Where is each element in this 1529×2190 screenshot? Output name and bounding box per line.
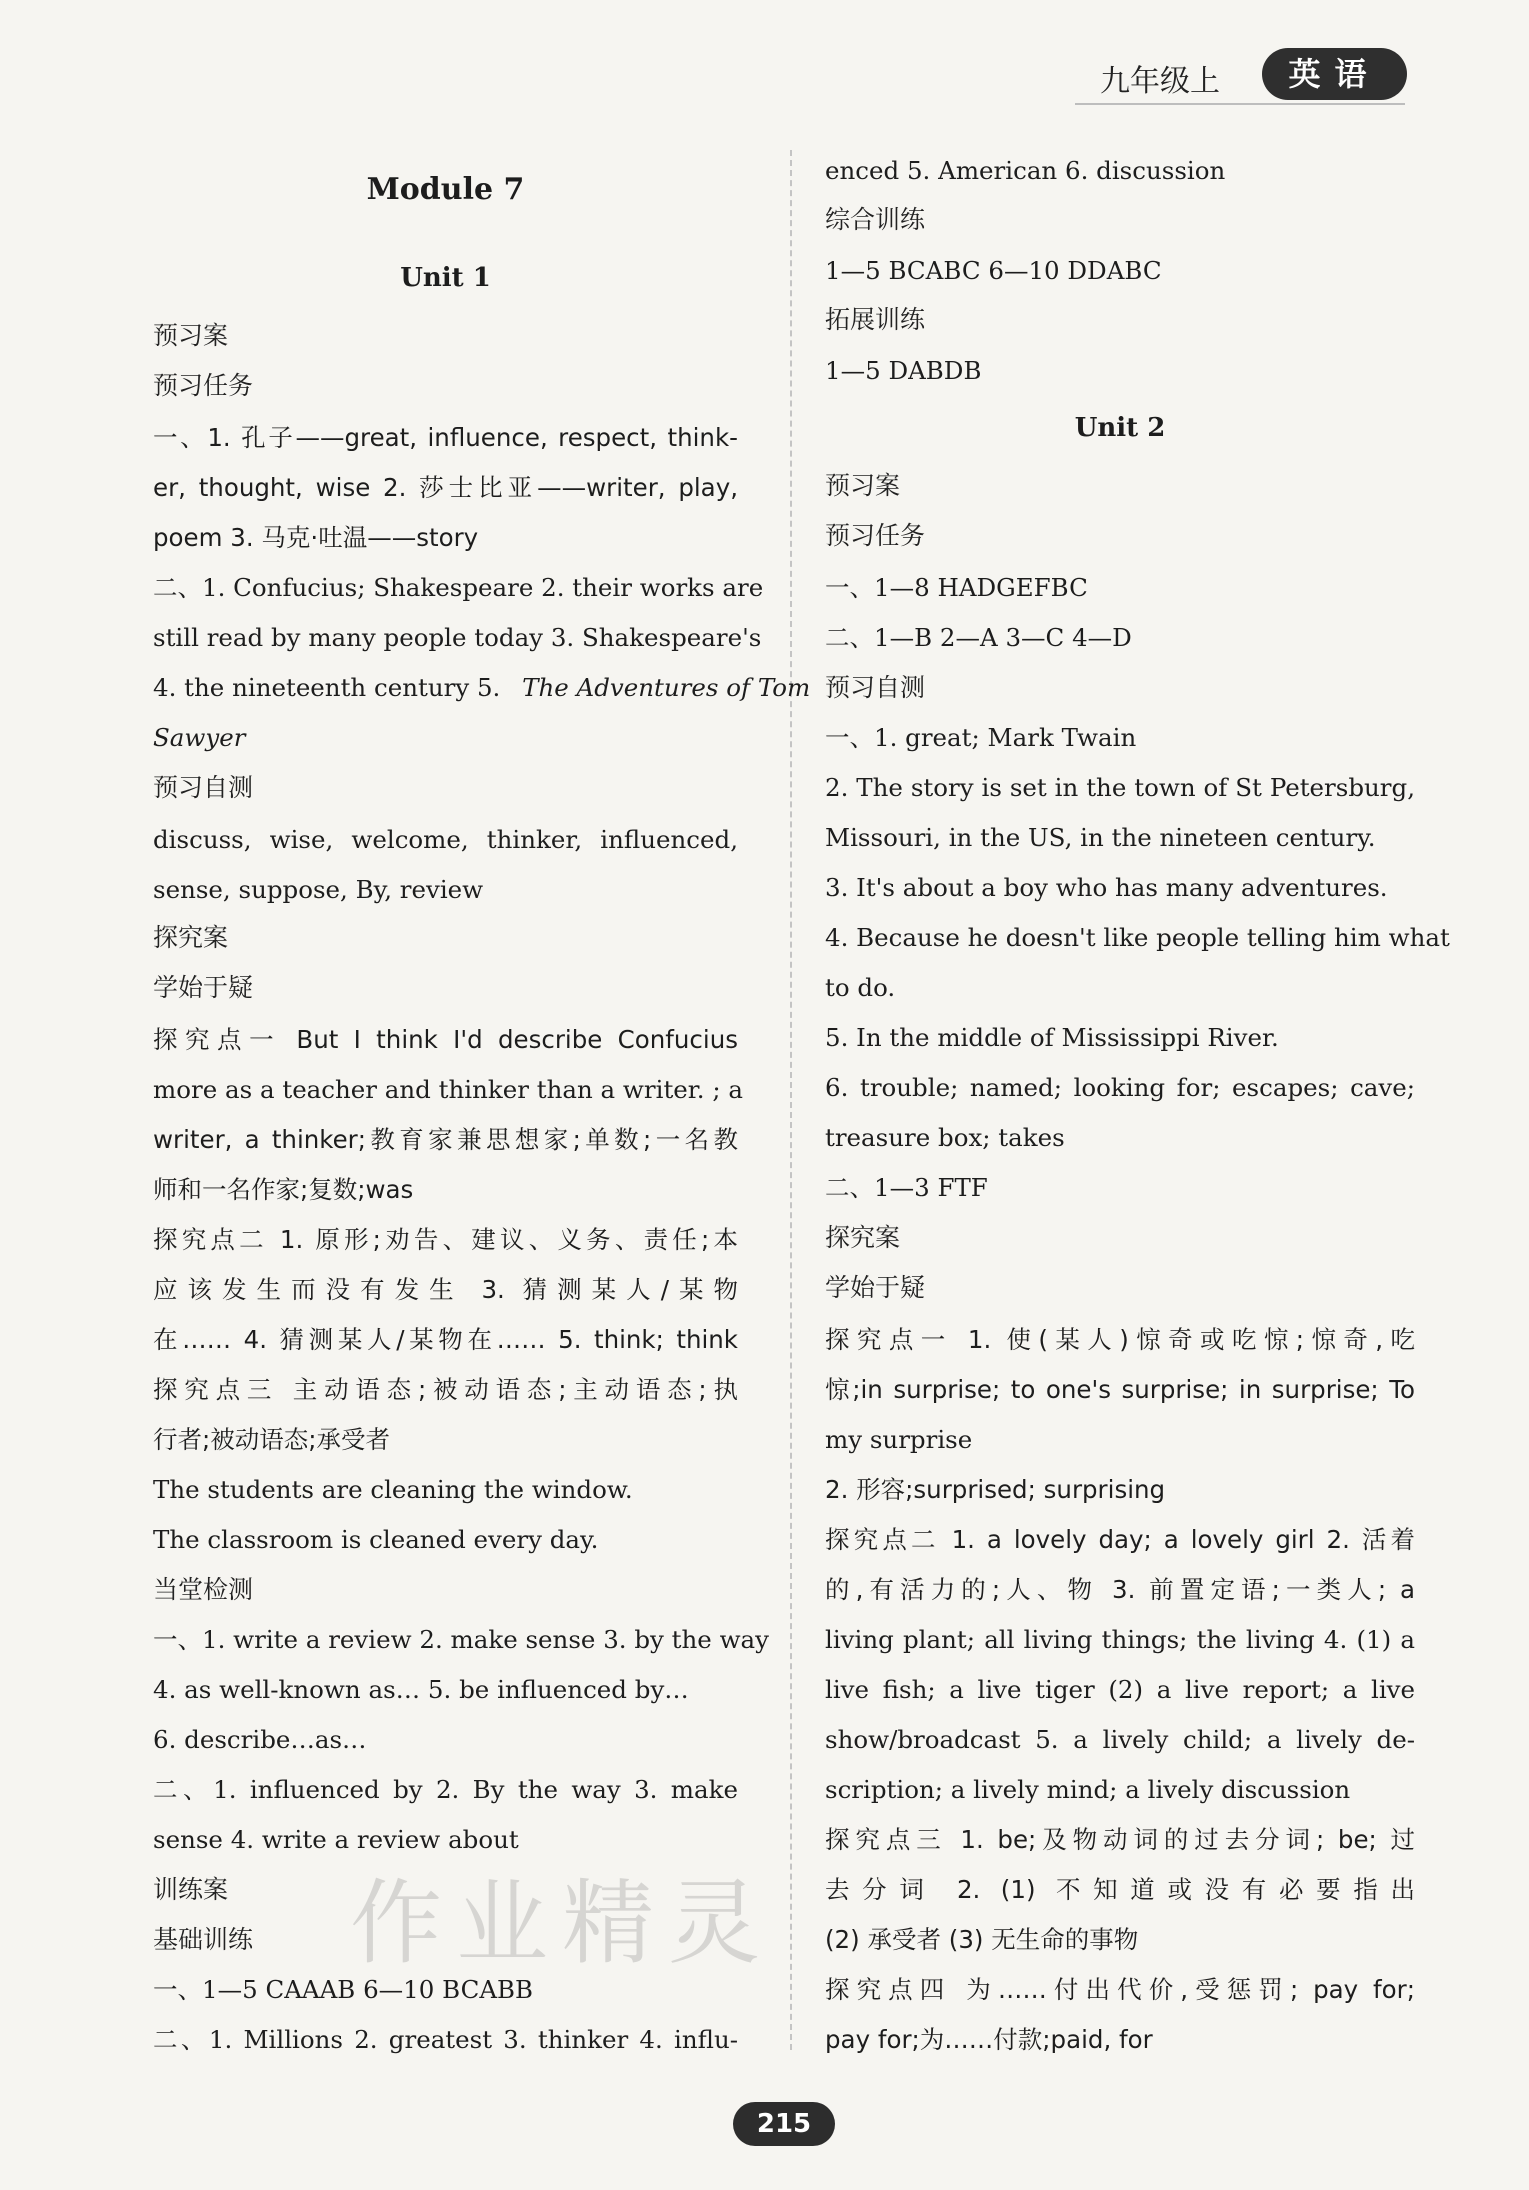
section-heading: 基础训练 — [153, 1925, 254, 1954]
section-heading: 训练案 — [153, 1875, 229, 1904]
answer-line: poem 3. 马克·吐温——story — [153, 523, 479, 552]
unit-heading: Unit 1 — [400, 263, 491, 293]
answer-line: to do. — [825, 973, 896, 1002]
answer-line: 一、1—5 CAAAB 6—10 BCABB — [153, 1975, 534, 2004]
answer-line: 应该发生而没有发生 3. 猜测某人/某物 — [153, 1275, 738, 1304]
header-subject-tab: 英语 — [1262, 48, 1407, 100]
book-title-cont: Sawyer — [153, 723, 246, 752]
answer-line: 去分词 2. (1) 不知道或没有必要指出 — [825, 1875, 1415, 1904]
answer-line: sense 4. write a review about — [153, 1825, 519, 1854]
answer-line: 2. The story is set in the town of St Petersburg, — [825, 773, 1415, 802]
answer-line: 一、1—8 HADGEFBC — [825, 573, 1088, 602]
answer-line: 在…… 4. 猜测某人/某物在…… 5. think; think — [153, 1325, 738, 1354]
section-heading: 拓展训练 — [825, 305, 926, 334]
answer-line: 二、1—3 FTF — [825, 1173, 988, 1202]
section-heading: 预习案 — [153, 321, 229, 350]
answer-line: show/broadcast 5. a lively child; a lively de- — [825, 1725, 1415, 1754]
answer-line: 1—5 DABDB — [825, 356, 982, 385]
section-heading: 预习任务 — [153, 371, 254, 400]
answer-text: 4. the nineteenth century 5. — [153, 673, 501, 702]
answer-line: 探究点一 1. 使(某人)惊奇或吃惊;惊奇,吃 — [825, 1325, 1415, 1354]
answer-line: 6. trouble; named; looking for; escapes; cave; — [825, 1073, 1415, 1102]
answer-line: 4. as well-known as… 5. be influenced by… — [153, 1675, 689, 1704]
answer-line: 一、1. write a review 2. make sense 3. by the way — [153, 1625, 770, 1654]
answer-line: 探究点三 1. be;及物动词的过去分词; be; 过 — [825, 1825, 1415, 1854]
answer-line: 一、1. great; Mark Twain — [825, 723, 1137, 752]
answer-line: 探究点二 1. 原形;劝告、建议、义务、责任;本 — [153, 1225, 738, 1254]
section-heading: 学始于疑 — [153, 973, 254, 1002]
header-grade: 九年级上 — [1100, 64, 1220, 99]
watermark-text: 作业精灵 — [350, 1870, 775, 1977]
section-heading: 综合训练 — [825, 205, 926, 234]
answer-line: 2. 形容;surprised; surprising — [825, 1475, 1166, 1504]
answer-line: er, thought, wise 2. 莎士比亚——writer, play, — [153, 473, 738, 502]
book-title: The Adventures of Tom — [522, 673, 811, 702]
answer-line: 一、1. 孔子——great, influence, respect, think- — [153, 423, 738, 452]
section-heading: 预习案 — [825, 471, 901, 500]
answer-line: Missouri, in the US, in the nineteen century. — [825, 823, 1376, 852]
answer-line: 惊;in surprise; to one's surprise; in surprise; To — [825, 1375, 1415, 1404]
section-heading: 当堂检测 — [153, 1575, 254, 1604]
section-heading: 预习任务 — [825, 521, 926, 550]
answer-line: 3. It's about a boy who has many adventures. — [825, 873, 1388, 902]
answer-line: 的,有活力的;人、物 3. 前置定语;一类人; a — [825, 1575, 1415, 1604]
page-number: 215 — [733, 2102, 835, 2146]
answer-line: my surprise — [825, 1425, 973, 1454]
answer-line: The students are cleaning the window. — [153, 1475, 633, 1504]
answer-line: 1—5 BCABC 6—10 DDABC — [825, 256, 1162, 285]
answer-line: 行者;被动语态;承受者 — [153, 1425, 391, 1454]
answer-line: 探究点四 为……付出代价,受惩罚; pay for; — [825, 1975, 1415, 2004]
answer-line: living plant; all living things; the living 4. (1) a — [825, 1625, 1415, 1654]
unit-heading: Unit 2 — [1074, 413, 1166, 443]
answer-line: 二、1—B 2—A 3—C 4—D — [825, 623, 1132, 652]
section-heading: 预习自测 — [825, 673, 926, 702]
answer-line: (2) 承受者 (3) 无生命的事物 — [825, 1925, 1139, 1954]
section-heading: 学始于疑 — [825, 1273, 926, 1302]
answer-line: 6. describe…as… — [153, 1725, 367, 1754]
answer-line: 二、1. Millions 2. greatest 3. thinker 4. influ- — [153, 2025, 738, 2054]
answer-line: 探究点三 主动语态;被动语态;主动语态;执 — [153, 1375, 738, 1404]
answer-line: live fish; a live tiger (2) a live report; a live — [825, 1675, 1415, 1704]
answer-line: 探究点二 1. a lovely day; a lovely girl 2. 活着 — [825, 1525, 1415, 1554]
answer-line: pay for;为……付款;paid, for — [825, 2025, 1153, 2054]
answer-line: 师和一名作家;复数;was — [153, 1175, 414, 1204]
answer-line: scription; a lively mind; a lively discussion — [825, 1775, 1351, 1804]
section-heading: 预习自测 — [153, 773, 254, 802]
section-heading: 探究案 — [153, 923, 229, 952]
header-rule — [1075, 103, 1405, 105]
answer-line: 4. Because he doesn't like people telling him what — [825, 923, 1450, 952]
answer-line — [153, 670, 810, 706]
answer-line: treasure box; takes — [825, 1123, 1065, 1152]
column-divider — [790, 150, 793, 2050]
answer-line: sense, suppose, By, review — [153, 875, 484, 904]
answer-line: enced 5. American 6. discussion — [825, 156, 1226, 185]
section-heading: 探究案 — [825, 1223, 901, 1252]
answer-line: 二、1. Confucius; Shakespeare 2. their works are — [153, 573, 764, 602]
answer-line: writer, a thinker;教育家兼思想家;单数;一名教 — [153, 1125, 738, 1154]
answer-line: more as a teacher and thinker than a writer. ; a — [153, 1075, 744, 1104]
answer-line: 探究点一 But I think I'd describe Confucius — [153, 1025, 738, 1054]
module-title: Module 7 — [366, 172, 525, 207]
answer-line: 二、1. influenced by 2. By the way 3. make — [153, 1775, 738, 1804]
answer-line: The classroom is cleaned every day. — [153, 1525, 599, 1554]
answer-line: still read by many people today 3. Shakespeare's — [153, 623, 762, 652]
answer-line: discuss, wise, welcome, thinker, influenced, — [153, 825, 738, 854]
answer-line: 5. In the middle of Mississippi River. — [825, 1023, 1279, 1052]
